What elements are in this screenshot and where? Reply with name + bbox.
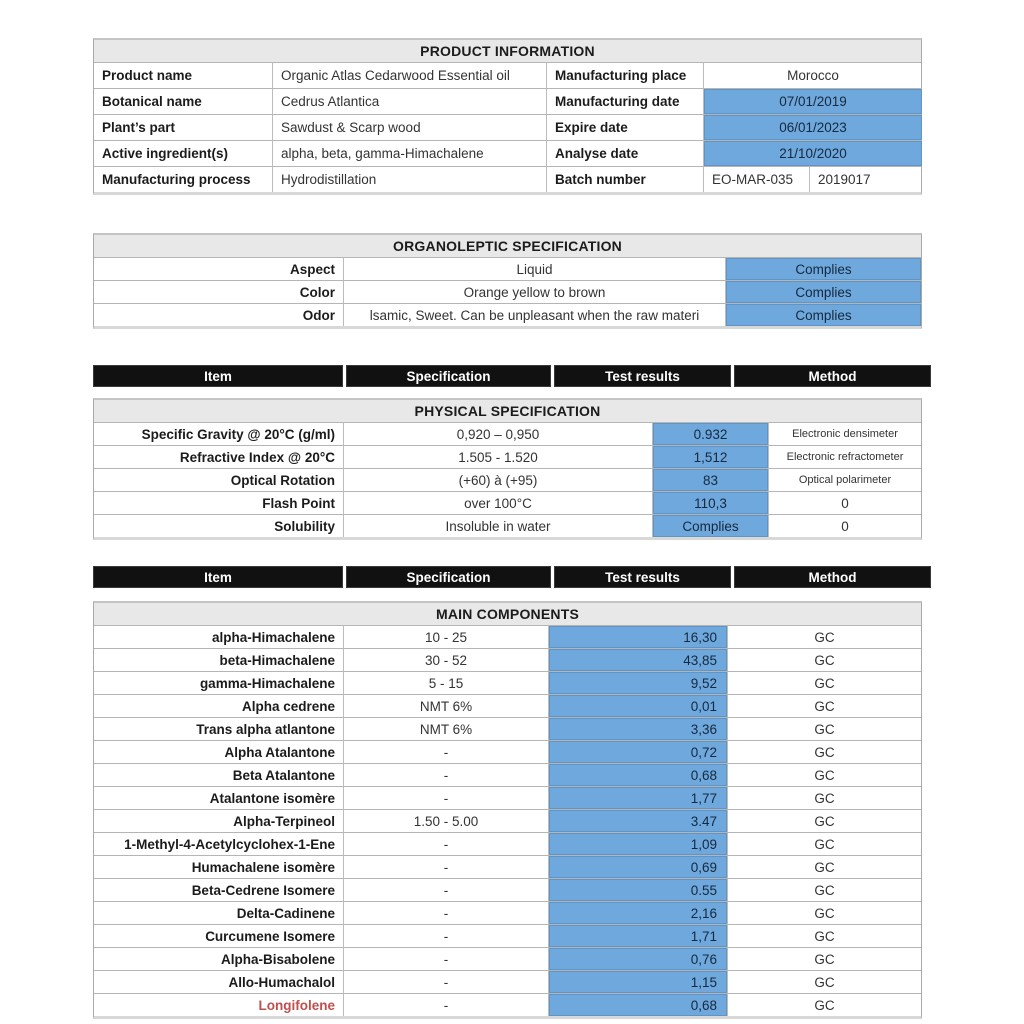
field-value: Hydrodistillation bbox=[273, 166, 547, 192]
method-cell: GC bbox=[728, 924, 921, 947]
spec-cell: - bbox=[344, 878, 549, 901]
item-cell: Curcumene Isomere bbox=[94, 924, 344, 947]
field-label: Analyse date bbox=[547, 140, 704, 166]
physical-specification-title: PHYSICAL SPECIFICATION bbox=[94, 400, 921, 422]
spec-cell: - bbox=[344, 901, 549, 924]
physical-specification-table bbox=[93, 398, 922, 540]
result-cell: 3.47 bbox=[549, 809, 728, 832]
spec-cell: - bbox=[344, 855, 549, 878]
spec-cell: - bbox=[344, 786, 549, 809]
item-cell: Alpha cedrene bbox=[94, 694, 344, 717]
column-header-test-results: Test results bbox=[554, 566, 731, 588]
field-value: Cedrus Atlantica bbox=[273, 88, 547, 114]
field-label: Expire date bbox=[547, 114, 704, 140]
method-cell: GC bbox=[728, 809, 921, 832]
physical-specification-grid bbox=[94, 422, 921, 537]
item-cell: Delta-Cadinene bbox=[94, 901, 344, 924]
field-value: Organic Atlas Cedarwood Essential oil bbox=[273, 62, 547, 88]
result-cell: Complies bbox=[726, 303, 921, 326]
method-cell: GC bbox=[728, 648, 921, 671]
method-cell: Electronic refractometer bbox=[769, 445, 921, 468]
field-value-highlighted: 21/10/2020 bbox=[704, 140, 922, 166]
item-cell: alpha-Himachalene bbox=[94, 625, 344, 648]
result-cell: 1,77 bbox=[549, 786, 728, 809]
spec-cell: NMT 6% bbox=[344, 717, 549, 740]
field-label: Manufacturing date bbox=[547, 88, 704, 114]
organoleptic-specification-table bbox=[93, 233, 922, 329]
column-header-bar-components bbox=[93, 566, 922, 588]
method-cell: 0 bbox=[769, 491, 921, 514]
spec-cell: lsamic, Sweet. Can be unpleasant when the raw materi bbox=[344, 303, 726, 326]
batch-year-value: 2019017 bbox=[810, 166, 922, 192]
result-cell: 0,01 bbox=[549, 694, 728, 717]
spec-cell: 10 - 25 bbox=[344, 625, 549, 648]
result-cell: 0,72 bbox=[549, 740, 728, 763]
field-value: Sawdust & Scarp wood bbox=[273, 114, 547, 140]
main-components-grid bbox=[94, 625, 921, 1016]
spec-cell: (+60) à (+95) bbox=[344, 468, 653, 491]
product-information-table bbox=[93, 38, 922, 195]
organoleptic-title: ORGANOLEPTIC SPECIFICATION bbox=[94, 235, 921, 257]
item-cell: Optical Rotation bbox=[94, 468, 344, 491]
method-cell: GC bbox=[728, 786, 921, 809]
method-cell: GC bbox=[728, 855, 921, 878]
result-cell: Complies bbox=[653, 514, 769, 537]
column-header-specification: Specification bbox=[346, 566, 551, 588]
item-cell: Humachalene isomère bbox=[94, 855, 344, 878]
batch-number-value: EO-MAR-035 bbox=[704, 166, 810, 192]
item-cell: Allo-Humachalol bbox=[94, 970, 344, 993]
method-cell: 0 bbox=[769, 514, 921, 537]
result-cell: 0,68 bbox=[549, 993, 728, 1016]
spec-cell: 1.505 - 1.520 bbox=[344, 445, 653, 468]
column-header-bar-physical bbox=[93, 365, 922, 387]
spec-cell: - bbox=[344, 832, 549, 855]
item-cell-red: Longifolene bbox=[94, 993, 344, 1016]
result-cell: 9,52 bbox=[549, 671, 728, 694]
field-value: Morocco bbox=[704, 62, 922, 88]
method-cell: GC bbox=[728, 970, 921, 993]
method-cell: GC bbox=[728, 625, 921, 648]
spec-cell: 5 - 15 bbox=[344, 671, 549, 694]
result-cell: 0.932 bbox=[653, 422, 769, 445]
item-cell: Specific Gravity @ 20°C (g/ml) bbox=[94, 422, 344, 445]
result-cell: 0,76 bbox=[549, 947, 728, 970]
method-cell: Electronic densimeter bbox=[769, 422, 921, 445]
method-cell: GC bbox=[728, 993, 921, 1016]
item-cell: gamma-Himachalene bbox=[94, 671, 344, 694]
item-cell: beta-Himachalene bbox=[94, 648, 344, 671]
field-label: Active ingredient(s) bbox=[94, 140, 273, 166]
field-label: Product name bbox=[94, 62, 273, 88]
item-cell: 1-Methyl-4-Acetylcyclohex-1-Ene bbox=[94, 832, 344, 855]
main-components-title: MAIN COMPONENTS bbox=[94, 603, 921, 625]
product-information-grid bbox=[94, 62, 921, 192]
attribute-label: Odor bbox=[94, 303, 344, 326]
result-cell: 110,3 bbox=[653, 491, 769, 514]
field-value: alpha, beta, gamma-Himachalene bbox=[273, 140, 547, 166]
result-cell: 2,16 bbox=[549, 901, 728, 924]
spec-cell: - bbox=[344, 763, 549, 786]
main-components-table bbox=[93, 601, 922, 1019]
result-cell: 0,69 bbox=[549, 855, 728, 878]
item-cell: Flash Point bbox=[94, 491, 344, 514]
method-cell: GC bbox=[728, 671, 921, 694]
result-cell: 1,71 bbox=[549, 924, 728, 947]
result-cell: 1,09 bbox=[549, 832, 728, 855]
field-label: Manufacturing process bbox=[94, 166, 273, 192]
attribute-label: Aspect bbox=[94, 257, 344, 280]
item-cell: Alpha-Terpineol bbox=[94, 809, 344, 832]
spec-cell: - bbox=[344, 993, 549, 1016]
spec-cell: 0,920 – 0,950 bbox=[344, 422, 653, 445]
method-cell: GC bbox=[728, 878, 921, 901]
result-cell: Complies bbox=[726, 257, 921, 280]
method-cell: GC bbox=[728, 694, 921, 717]
item-cell: Alpha-Bisabolene bbox=[94, 947, 344, 970]
spec-cell: - bbox=[344, 740, 549, 763]
result-cell: 1,15 bbox=[549, 970, 728, 993]
result-cell: 83 bbox=[653, 468, 769, 491]
column-header-specification: Specification bbox=[346, 365, 551, 387]
method-cell: GC bbox=[728, 947, 921, 970]
column-header-method: Method bbox=[734, 365, 931, 387]
result-cell: Complies bbox=[726, 280, 921, 303]
field-label: Botanical name bbox=[94, 88, 273, 114]
item-cell: Atalantone isomère bbox=[94, 786, 344, 809]
result-cell: 0.55 bbox=[549, 878, 728, 901]
spec-cell: Orange yellow to brown bbox=[344, 280, 726, 303]
spec-cell: - bbox=[344, 924, 549, 947]
method-cell: GC bbox=[728, 832, 921, 855]
result-cell: 0,68 bbox=[549, 763, 728, 786]
spec-cell: NMT 6% bbox=[344, 694, 549, 717]
column-header-test-results: Test results bbox=[554, 365, 731, 387]
attribute-label: Color bbox=[94, 280, 344, 303]
column-header-item: Item bbox=[93, 365, 343, 387]
item-cell: Alpha Atalantone bbox=[94, 740, 344, 763]
method-cell: Optical polarimeter bbox=[769, 468, 921, 491]
field-label: Manufacturing place bbox=[547, 62, 704, 88]
result-cell: 16,30 bbox=[549, 625, 728, 648]
field-value-highlighted: 06/01/2023 bbox=[704, 114, 922, 140]
spec-cell: 30 - 52 bbox=[344, 648, 549, 671]
field-value-highlighted: 07/01/2019 bbox=[704, 88, 922, 114]
method-cell: GC bbox=[728, 717, 921, 740]
column-header-method: Method bbox=[734, 566, 931, 588]
item-cell: Beta-Cedrene Isomere bbox=[94, 878, 344, 901]
spec-cell: Liquid bbox=[344, 257, 726, 280]
spec-cell: 1.50 - 5.00 bbox=[344, 809, 549, 832]
item-cell: Refractive Index @ 20°C bbox=[94, 445, 344, 468]
column-header-item: Item bbox=[93, 566, 343, 588]
item-cell: Trans alpha atlantone bbox=[94, 717, 344, 740]
spec-cell: over 100°C bbox=[344, 491, 653, 514]
item-cell: Solubility bbox=[94, 514, 344, 537]
result-cell: 1,512 bbox=[653, 445, 769, 468]
product-information-title: PRODUCT INFORMATION bbox=[94, 40, 921, 62]
item-cell: Beta Atalantone bbox=[94, 763, 344, 786]
method-cell: GC bbox=[728, 740, 921, 763]
method-cell: GC bbox=[728, 763, 921, 786]
result-cell: 43,85 bbox=[549, 648, 728, 671]
result-cell: 3,36 bbox=[549, 717, 728, 740]
method-cell: GC bbox=[728, 901, 921, 924]
field-label: Plant’s part bbox=[94, 114, 273, 140]
spec-cell: - bbox=[344, 947, 549, 970]
organoleptic-grid bbox=[94, 257, 921, 326]
field-label: Batch number bbox=[547, 166, 704, 192]
spec-cell: - bbox=[344, 970, 549, 993]
spec-cell: Insoluble in water bbox=[344, 514, 653, 537]
